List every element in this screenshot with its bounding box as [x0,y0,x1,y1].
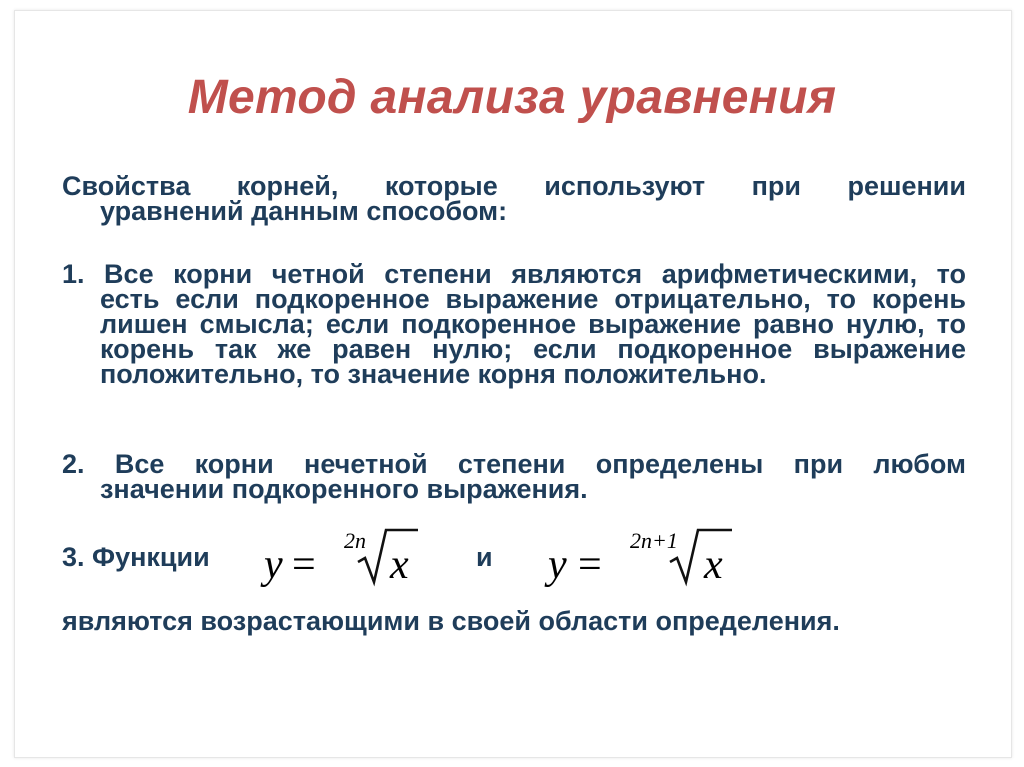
formula-1-radicand: x [390,542,409,588]
formula-2-index: 2n+1 [630,528,678,553]
item-3-label: 3. Функции [62,542,210,572]
radical-sign-icon [358,530,418,582]
formula-2-eq: = [578,542,602,588]
item-1-first-line: 1. Все корни четной степени являются арифметическими, то [62,259,966,289]
intro-rest: уравнений данным способом: [100,196,508,226]
final-line: являются возрастающими в своей области определения. [62,606,840,636]
slide-title: Метод анализа уравнения [187,71,837,124]
formula-2-radicand: x [704,542,723,588]
formula-2-lhs: y [548,542,567,588]
radical-sign-icon [670,530,732,582]
intro-first-line: Свойства корней, которые используют при решении [62,171,966,201]
intro-paragraph [62,171,966,226]
conjunction: и [476,542,493,572]
item-2-rest: значении подкоренного выражения. [100,474,588,504]
formula-1-eq: = [292,542,316,588]
formula-odd-root [544,522,740,592]
formula-even-root [262,522,422,592]
item-1-paragraph [62,259,966,389]
item-1-rest: есть если подкоренное выражение отрицательно, то корень лишен смысла; если подкоренное выражение равно нулю, то корень так же равен нулю; если подкоренное выражение положительно, то значение корня положительно. [100,284,966,389]
item-2-paragraph [62,449,966,504]
formula-1-lhs: y [264,542,283,588]
formula-1-index: 2n [344,528,366,553]
item-2-first-line: 2. Все корни нечетной степени определены при любом [62,449,966,479]
